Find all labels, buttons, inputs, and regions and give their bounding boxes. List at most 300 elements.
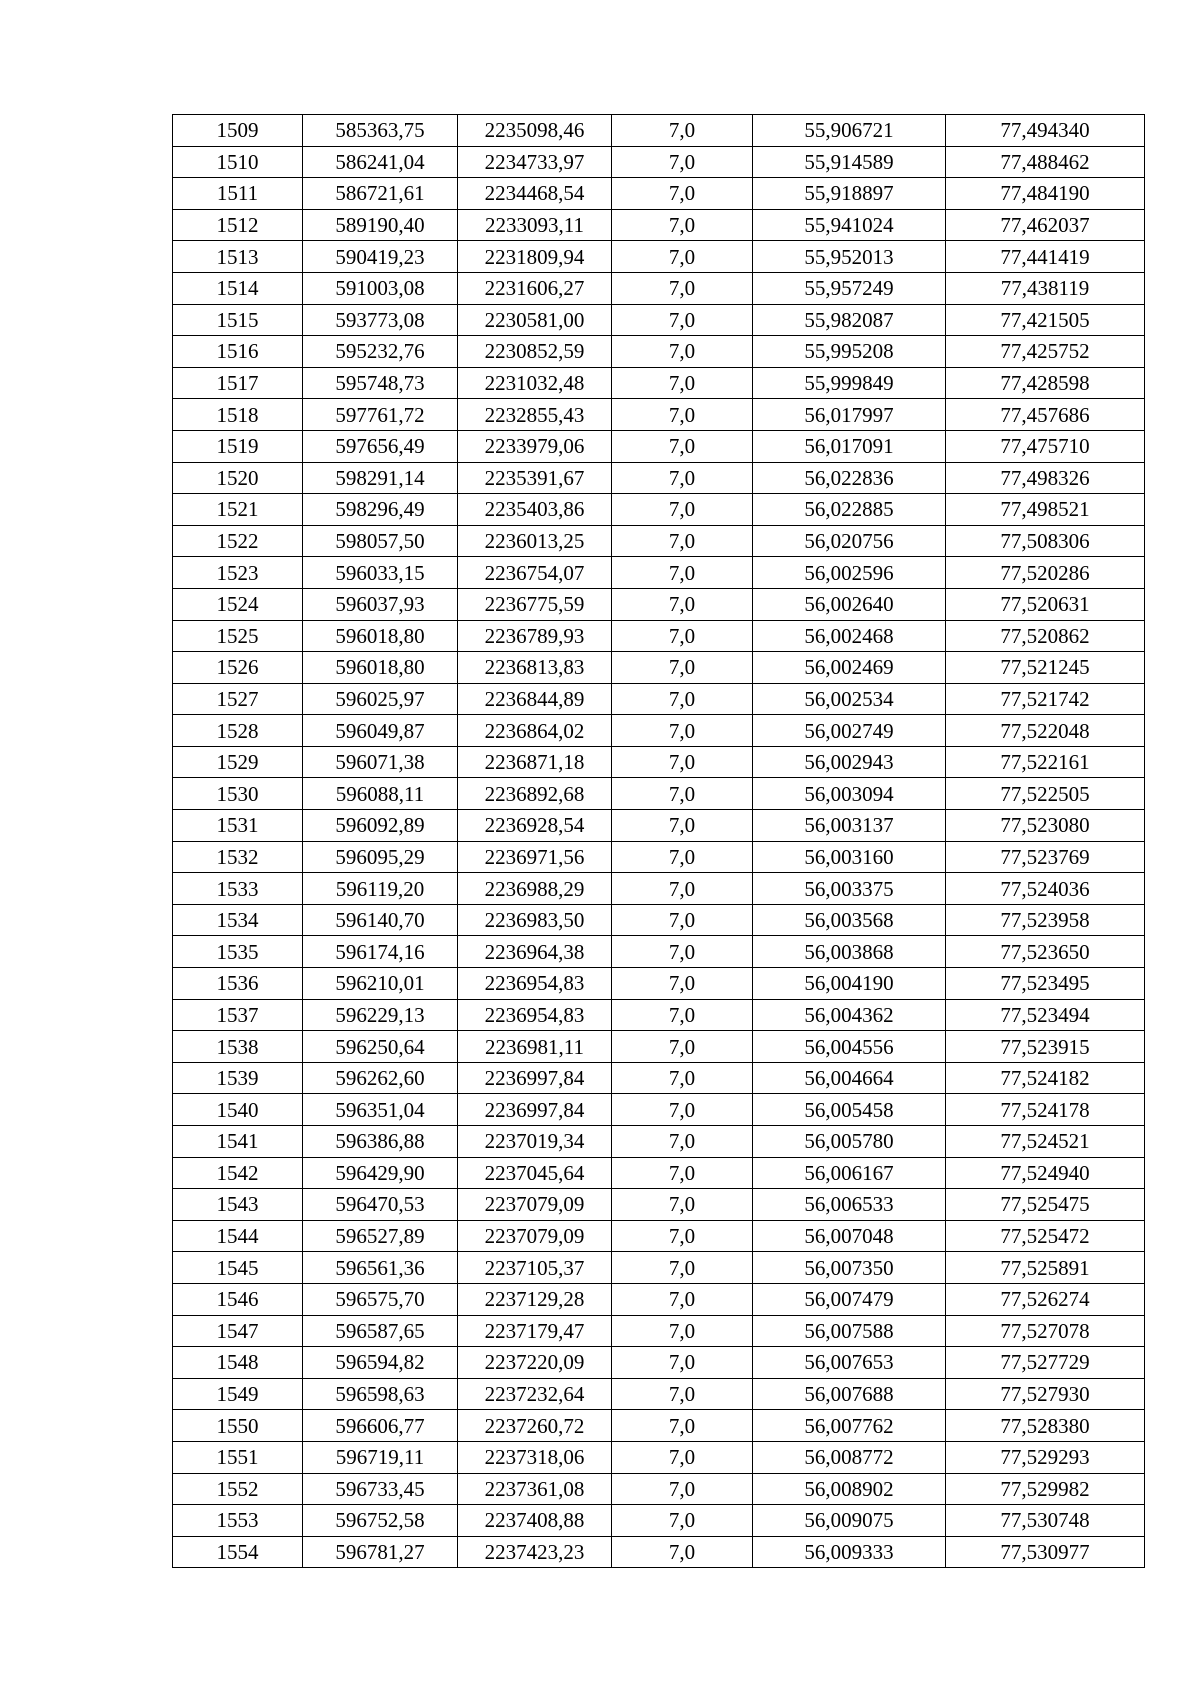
y-coordinate-cell: 2235391,67 — [458, 462, 612, 494]
x-coordinate-cell: 596088,11 — [303, 778, 458, 810]
accuracy-cell: 7,0 — [612, 1220, 753, 1252]
y-coordinate-cell: 2236789,93 — [458, 620, 612, 652]
accuracy-cell: 7,0 — [612, 494, 753, 526]
accuracy-cell: 7,0 — [612, 430, 753, 462]
point-number-cell: 1553 — [173, 1505, 303, 1537]
y-coordinate-cell: 2236964,38 — [458, 936, 612, 968]
longitude-cell: 77,520631 — [946, 588, 1145, 620]
longitude-cell: 77,526274 — [946, 1283, 1145, 1315]
x-coordinate-cell: 593773,08 — [303, 304, 458, 336]
latitude-cell: 56,007688 — [753, 1378, 946, 1410]
accuracy-cell: 7,0 — [612, 272, 753, 304]
point-number-cell: 1545 — [173, 1252, 303, 1284]
point-number-cell: 1535 — [173, 936, 303, 968]
x-coordinate-cell: 596025,97 — [303, 683, 458, 715]
y-coordinate-cell: 2231032,48 — [458, 367, 612, 399]
table-row — [173, 272, 1145, 304]
accuracy-cell: 7,0 — [612, 778, 753, 810]
x-coordinate-cell: 596606,77 — [303, 1410, 458, 1442]
point-number-cell: 1554 — [173, 1536, 303, 1568]
point-number-cell: 1550 — [173, 1410, 303, 1442]
point-number-cell: 1513 — [173, 241, 303, 273]
x-coordinate-cell: 591003,08 — [303, 272, 458, 304]
y-coordinate-cell: 2230852,59 — [458, 336, 612, 368]
x-coordinate-cell: 597656,49 — [303, 430, 458, 462]
table-row — [173, 904, 1145, 936]
longitude-cell: 77,425752 — [946, 336, 1145, 368]
accuracy-cell: 7,0 — [612, 936, 753, 968]
latitude-cell: 56,020756 — [753, 525, 946, 557]
accuracy-cell: 7,0 — [612, 1094, 753, 1126]
y-coordinate-cell: 2236892,68 — [458, 778, 612, 810]
accuracy-cell: 7,0 — [612, 715, 753, 747]
table-row — [173, 715, 1145, 747]
y-coordinate-cell: 2237129,28 — [458, 1283, 612, 1315]
y-coordinate-cell: 2237019,34 — [458, 1126, 612, 1158]
y-coordinate-cell: 2236928,54 — [458, 810, 612, 842]
longitude-cell: 77,494340 — [946, 115, 1145, 147]
accuracy-cell: 7,0 — [612, 146, 753, 178]
accuracy-cell: 7,0 — [612, 1378, 753, 1410]
x-coordinate-cell: 596561,36 — [303, 1252, 458, 1284]
accuracy-cell: 7,0 — [612, 1126, 753, 1158]
longitude-cell: 77,428598 — [946, 367, 1145, 399]
longitude-cell: 77,524940 — [946, 1157, 1145, 1189]
x-coordinate-cell: 596140,70 — [303, 904, 458, 936]
y-coordinate-cell: 2236983,50 — [458, 904, 612, 936]
accuracy-cell: 7,0 — [612, 810, 753, 842]
table-row — [173, 1220, 1145, 1252]
table-row — [173, 462, 1145, 494]
point-number-cell: 1546 — [173, 1283, 303, 1315]
table-row — [173, 1441, 1145, 1473]
table-row — [173, 241, 1145, 273]
table-row — [173, 557, 1145, 589]
accuracy-cell: 7,0 — [612, 1031, 753, 1063]
latitude-cell: 56,007588 — [753, 1315, 946, 1347]
latitude-cell: 55,906721 — [753, 115, 946, 147]
accuracy-cell: 7,0 — [612, 620, 753, 652]
y-coordinate-cell: 2236754,07 — [458, 557, 612, 589]
table-row — [173, 178, 1145, 210]
accuracy-cell: 7,0 — [612, 178, 753, 210]
accuracy-cell: 7,0 — [612, 241, 753, 273]
longitude-cell: 77,488462 — [946, 146, 1145, 178]
accuracy-cell: 7,0 — [612, 1189, 753, 1221]
y-coordinate-cell: 2237220,09 — [458, 1347, 612, 1379]
accuracy-cell: 7,0 — [612, 968, 753, 1000]
x-coordinate-cell: 596210,01 — [303, 968, 458, 1000]
longitude-cell: 77,522048 — [946, 715, 1145, 747]
point-number-cell: 1524 — [173, 588, 303, 620]
accuracy-cell: 7,0 — [612, 1315, 753, 1347]
table-row — [173, 1252, 1145, 1284]
longitude-cell: 77,524182 — [946, 1062, 1145, 1094]
point-number-cell: 1529 — [173, 746, 303, 778]
longitude-cell: 77,462037 — [946, 209, 1145, 241]
latitude-cell: 56,005780 — [753, 1126, 946, 1158]
latitude-cell: 56,006167 — [753, 1157, 946, 1189]
latitude-cell: 55,952013 — [753, 241, 946, 273]
y-coordinate-cell: 2236971,56 — [458, 841, 612, 873]
table-row — [173, 336, 1145, 368]
y-coordinate-cell: 2236997,84 — [458, 1062, 612, 1094]
table-row — [173, 1031, 1145, 1063]
x-coordinate-cell: 598291,14 — [303, 462, 458, 494]
latitude-cell: 56,007479 — [753, 1283, 946, 1315]
longitude-cell: 77,524036 — [946, 873, 1145, 905]
x-coordinate-cell: 595232,76 — [303, 336, 458, 368]
longitude-cell: 77,523650 — [946, 936, 1145, 968]
point-number-cell: 1538 — [173, 1031, 303, 1063]
accuracy-cell: 7,0 — [612, 683, 753, 715]
longitude-cell: 77,525472 — [946, 1220, 1145, 1252]
longitude-cell: 77,521742 — [946, 683, 1145, 715]
x-coordinate-cell: 596752,58 — [303, 1505, 458, 1537]
point-number-cell: 1548 — [173, 1347, 303, 1379]
longitude-cell: 77,527930 — [946, 1378, 1145, 1410]
point-number-cell: 1541 — [173, 1126, 303, 1158]
point-number-cell: 1536 — [173, 968, 303, 1000]
accuracy-cell: 7,0 — [612, 525, 753, 557]
x-coordinate-cell: 596598,63 — [303, 1378, 458, 1410]
accuracy-cell: 7,0 — [612, 1062, 753, 1094]
y-coordinate-cell: 2236988,29 — [458, 873, 612, 905]
latitude-cell: 56,002469 — [753, 652, 946, 684]
y-coordinate-cell: 2235403,86 — [458, 494, 612, 526]
longitude-cell: 77,484190 — [946, 178, 1145, 210]
longitude-cell: 77,529293 — [946, 1441, 1145, 1473]
latitude-cell: 56,007048 — [753, 1220, 946, 1252]
table-row — [173, 399, 1145, 431]
x-coordinate-cell: 596587,65 — [303, 1315, 458, 1347]
accuracy-cell: 7,0 — [612, 1347, 753, 1379]
y-coordinate-cell: 2234733,97 — [458, 146, 612, 178]
y-coordinate-cell: 2236813,83 — [458, 652, 612, 684]
point-number-cell: 1525 — [173, 620, 303, 652]
latitude-cell: 56,002534 — [753, 683, 946, 715]
point-number-cell: 1518 — [173, 399, 303, 431]
y-coordinate-cell: 2237318,06 — [458, 1441, 612, 1473]
table-row — [173, 367, 1145, 399]
longitude-cell: 77,498521 — [946, 494, 1145, 526]
longitude-cell: 77,523915 — [946, 1031, 1145, 1063]
longitude-cell: 77,441419 — [946, 241, 1145, 273]
latitude-cell: 56,003160 — [753, 841, 946, 873]
table-row — [173, 683, 1145, 715]
latitude-cell: 56,004556 — [753, 1031, 946, 1063]
x-coordinate-cell: 596386,88 — [303, 1126, 458, 1158]
table-row — [173, 1410, 1145, 1442]
longitude-cell: 77,523769 — [946, 841, 1145, 873]
longitude-cell: 77,421505 — [946, 304, 1145, 336]
table-row — [173, 1473, 1145, 1505]
accuracy-cell: 7,0 — [612, 1283, 753, 1315]
accuracy-cell: 7,0 — [612, 1536, 753, 1568]
table-row — [173, 968, 1145, 1000]
x-coordinate-cell: 597761,72 — [303, 399, 458, 431]
table-row — [173, 115, 1145, 147]
latitude-cell: 55,914589 — [753, 146, 946, 178]
x-coordinate-cell: 596594,82 — [303, 1347, 458, 1379]
accuracy-cell: 7,0 — [612, 588, 753, 620]
latitude-cell: 55,941024 — [753, 209, 946, 241]
accuracy-cell: 7,0 — [612, 304, 753, 336]
table-row — [173, 1126, 1145, 1158]
latitude-cell: 56,002749 — [753, 715, 946, 747]
point-number-cell: 1544 — [173, 1220, 303, 1252]
latitude-cell: 55,918897 — [753, 178, 946, 210]
table-row — [173, 304, 1145, 336]
point-number-cell: 1549 — [173, 1378, 303, 1410]
x-coordinate-cell: 596119,20 — [303, 873, 458, 905]
longitude-cell: 77,522505 — [946, 778, 1145, 810]
latitude-cell: 56,003094 — [753, 778, 946, 810]
latitude-cell: 56,017091 — [753, 430, 946, 462]
y-coordinate-cell: 2237260,72 — [458, 1410, 612, 1442]
latitude-cell: 56,022836 — [753, 462, 946, 494]
table-row — [173, 1536, 1145, 1568]
coordinates-table — [172, 114, 1145, 1568]
table-row — [173, 1189, 1145, 1221]
point-number-cell: 1528 — [173, 715, 303, 747]
latitude-cell: 56,007350 — [753, 1252, 946, 1284]
x-coordinate-cell: 596470,53 — [303, 1189, 458, 1221]
longitude-cell: 77,529982 — [946, 1473, 1145, 1505]
latitude-cell: 56,002468 — [753, 620, 946, 652]
x-coordinate-cell: 596174,16 — [303, 936, 458, 968]
table-row — [173, 936, 1145, 968]
y-coordinate-cell: 2237423,23 — [458, 1536, 612, 1568]
y-coordinate-cell: 2237179,47 — [458, 1315, 612, 1347]
table-row — [173, 746, 1145, 778]
longitude-cell: 77,523495 — [946, 968, 1145, 1000]
point-number-cell: 1530 — [173, 778, 303, 810]
longitude-cell: 77,520286 — [946, 557, 1145, 589]
y-coordinate-cell: 2236954,83 — [458, 968, 612, 1000]
longitude-cell: 77,523958 — [946, 904, 1145, 936]
accuracy-cell: 7,0 — [612, 873, 753, 905]
x-coordinate-cell: 596250,64 — [303, 1031, 458, 1063]
point-number-cell: 1526 — [173, 652, 303, 684]
y-coordinate-cell: 2236844,89 — [458, 683, 612, 715]
longitude-cell: 77,525475 — [946, 1189, 1145, 1221]
x-coordinate-cell: 596575,70 — [303, 1283, 458, 1315]
accuracy-cell: 7,0 — [612, 746, 753, 778]
accuracy-cell: 7,0 — [612, 367, 753, 399]
table-row — [173, 1378, 1145, 1410]
latitude-cell: 56,017997 — [753, 399, 946, 431]
longitude-cell: 77,524521 — [946, 1126, 1145, 1158]
table-row — [173, 810, 1145, 842]
accuracy-cell: 7,0 — [612, 557, 753, 589]
x-coordinate-cell: 596037,93 — [303, 588, 458, 620]
y-coordinate-cell: 2234468,54 — [458, 178, 612, 210]
y-coordinate-cell: 2233979,06 — [458, 430, 612, 462]
x-coordinate-cell: 590419,23 — [303, 241, 458, 273]
latitude-cell: 56,002943 — [753, 746, 946, 778]
x-coordinate-cell: 596262,60 — [303, 1062, 458, 1094]
longitude-cell: 77,438119 — [946, 272, 1145, 304]
y-coordinate-cell: 2231809,94 — [458, 241, 612, 273]
point-number-cell: 1531 — [173, 810, 303, 842]
x-coordinate-cell: 596719,11 — [303, 1441, 458, 1473]
accuracy-cell: 7,0 — [612, 1410, 753, 1442]
latitude-cell: 55,982087 — [753, 304, 946, 336]
latitude-cell: 56,003375 — [753, 873, 946, 905]
accuracy-cell: 7,0 — [612, 999, 753, 1031]
latitude-cell: 56,009333 — [753, 1536, 946, 1568]
accuracy-cell: 7,0 — [612, 1505, 753, 1537]
y-coordinate-cell: 2237408,88 — [458, 1505, 612, 1537]
point-number-cell: 1532 — [173, 841, 303, 873]
x-coordinate-cell: 585363,75 — [303, 115, 458, 147]
accuracy-cell: 7,0 — [612, 841, 753, 873]
latitude-cell: 56,008902 — [753, 1473, 946, 1505]
point-number-cell: 1517 — [173, 367, 303, 399]
latitude-cell: 56,004362 — [753, 999, 946, 1031]
point-number-cell: 1521 — [173, 494, 303, 526]
point-number-cell: 1515 — [173, 304, 303, 336]
point-number-cell: 1509 — [173, 115, 303, 147]
y-coordinate-cell: 2236013,25 — [458, 525, 612, 557]
x-coordinate-cell: 596229,13 — [303, 999, 458, 1031]
accuracy-cell: 7,0 — [612, 904, 753, 936]
table-row — [173, 652, 1145, 684]
y-coordinate-cell: 2233093,11 — [458, 209, 612, 241]
y-coordinate-cell: 2236981,11 — [458, 1031, 612, 1063]
longitude-cell: 77,523494 — [946, 999, 1145, 1031]
y-coordinate-cell: 2237079,09 — [458, 1189, 612, 1221]
y-coordinate-cell: 2235098,46 — [458, 115, 612, 147]
table-row — [173, 525, 1145, 557]
latitude-cell: 56,005458 — [753, 1094, 946, 1126]
latitude-cell: 56,003137 — [753, 810, 946, 842]
longitude-cell: 77,530977 — [946, 1536, 1145, 1568]
y-coordinate-cell: 2237079,09 — [458, 1220, 612, 1252]
x-coordinate-cell: 596733,45 — [303, 1473, 458, 1505]
point-number-cell: 1510 — [173, 146, 303, 178]
longitude-cell: 77,522161 — [946, 746, 1145, 778]
accuracy-cell: 7,0 — [612, 1157, 753, 1189]
table-row — [173, 873, 1145, 905]
point-number-cell: 1511 — [173, 178, 303, 210]
longitude-cell: 77,524178 — [946, 1094, 1145, 1126]
latitude-cell: 55,957249 — [753, 272, 946, 304]
y-coordinate-cell: 2236997,84 — [458, 1094, 612, 1126]
longitude-cell: 77,527078 — [946, 1315, 1145, 1347]
x-coordinate-cell: 596429,90 — [303, 1157, 458, 1189]
table-row — [173, 620, 1145, 652]
x-coordinate-cell: 596095,29 — [303, 841, 458, 873]
x-coordinate-cell: 596033,15 — [303, 557, 458, 589]
accuracy-cell: 7,0 — [612, 399, 753, 431]
accuracy-cell: 7,0 — [612, 1252, 753, 1284]
x-coordinate-cell: 586241,04 — [303, 146, 458, 178]
x-coordinate-cell: 589190,40 — [303, 209, 458, 241]
latitude-cell: 55,999849 — [753, 367, 946, 399]
table-row — [173, 999, 1145, 1031]
point-number-cell: 1542 — [173, 1157, 303, 1189]
point-number-cell: 1512 — [173, 209, 303, 241]
table-row — [173, 1283, 1145, 1315]
point-number-cell: 1540 — [173, 1094, 303, 1126]
longitude-cell: 77,527729 — [946, 1347, 1145, 1379]
y-coordinate-cell: 2232855,43 — [458, 399, 612, 431]
x-coordinate-cell: 598057,50 — [303, 525, 458, 557]
y-coordinate-cell: 2237232,64 — [458, 1378, 612, 1410]
y-coordinate-cell: 2236775,59 — [458, 588, 612, 620]
point-number-cell: 1543 — [173, 1189, 303, 1221]
y-coordinate-cell: 2237105,37 — [458, 1252, 612, 1284]
y-coordinate-cell: 2237045,64 — [458, 1157, 612, 1189]
longitude-cell: 77,457686 — [946, 399, 1145, 431]
accuracy-cell: 7,0 — [612, 115, 753, 147]
latitude-cell: 56,008772 — [753, 1441, 946, 1473]
point-number-cell: 1514 — [173, 272, 303, 304]
table-row — [173, 1062, 1145, 1094]
table-row — [173, 778, 1145, 810]
y-coordinate-cell: 2236954,83 — [458, 999, 612, 1031]
point-number-cell: 1533 — [173, 873, 303, 905]
table-row — [173, 209, 1145, 241]
latitude-cell: 56,022885 — [753, 494, 946, 526]
latitude-cell: 56,007653 — [753, 1347, 946, 1379]
point-number-cell: 1551 — [173, 1441, 303, 1473]
accuracy-cell: 7,0 — [612, 336, 753, 368]
x-coordinate-cell: 596018,80 — [303, 620, 458, 652]
point-number-cell: 1537 — [173, 999, 303, 1031]
y-coordinate-cell: 2231606,27 — [458, 272, 612, 304]
y-coordinate-cell: 2236864,02 — [458, 715, 612, 747]
point-number-cell: 1539 — [173, 1062, 303, 1094]
latitude-cell: 56,004664 — [753, 1062, 946, 1094]
latitude-cell: 56,002640 — [753, 588, 946, 620]
x-coordinate-cell: 586721,61 — [303, 178, 458, 210]
table-row — [173, 430, 1145, 462]
longitude-cell: 77,520862 — [946, 620, 1145, 652]
table-row — [173, 494, 1145, 526]
point-number-cell: 1534 — [173, 904, 303, 936]
point-number-cell: 1547 — [173, 1315, 303, 1347]
table-row — [173, 1094, 1145, 1126]
longitude-cell: 77,521245 — [946, 652, 1145, 684]
longitude-cell: 77,528380 — [946, 1410, 1145, 1442]
longitude-cell: 77,508306 — [946, 525, 1145, 557]
latitude-cell: 56,004190 — [753, 968, 946, 1000]
longitude-cell: 77,525891 — [946, 1252, 1145, 1284]
longitude-cell: 77,523080 — [946, 810, 1145, 842]
point-number-cell: 1519 — [173, 430, 303, 462]
point-number-cell: 1527 — [173, 683, 303, 715]
y-coordinate-cell: 2237361,08 — [458, 1473, 612, 1505]
point-number-cell: 1520 — [173, 462, 303, 494]
x-coordinate-cell: 596092,89 — [303, 810, 458, 842]
longitude-cell: 77,498326 — [946, 462, 1145, 494]
table-row — [173, 1315, 1145, 1347]
point-number-cell: 1552 — [173, 1473, 303, 1505]
latitude-cell: 56,006533 — [753, 1189, 946, 1221]
x-coordinate-cell: 596527,89 — [303, 1220, 458, 1252]
x-coordinate-cell: 596071,38 — [303, 746, 458, 778]
accuracy-cell: 7,0 — [612, 1441, 753, 1473]
x-coordinate-cell: 596049,87 — [303, 715, 458, 747]
x-coordinate-cell: 596018,80 — [303, 652, 458, 684]
table-row — [173, 588, 1145, 620]
table-row — [173, 841, 1145, 873]
y-coordinate-cell: 2230581,00 — [458, 304, 612, 336]
table-row — [173, 146, 1145, 178]
